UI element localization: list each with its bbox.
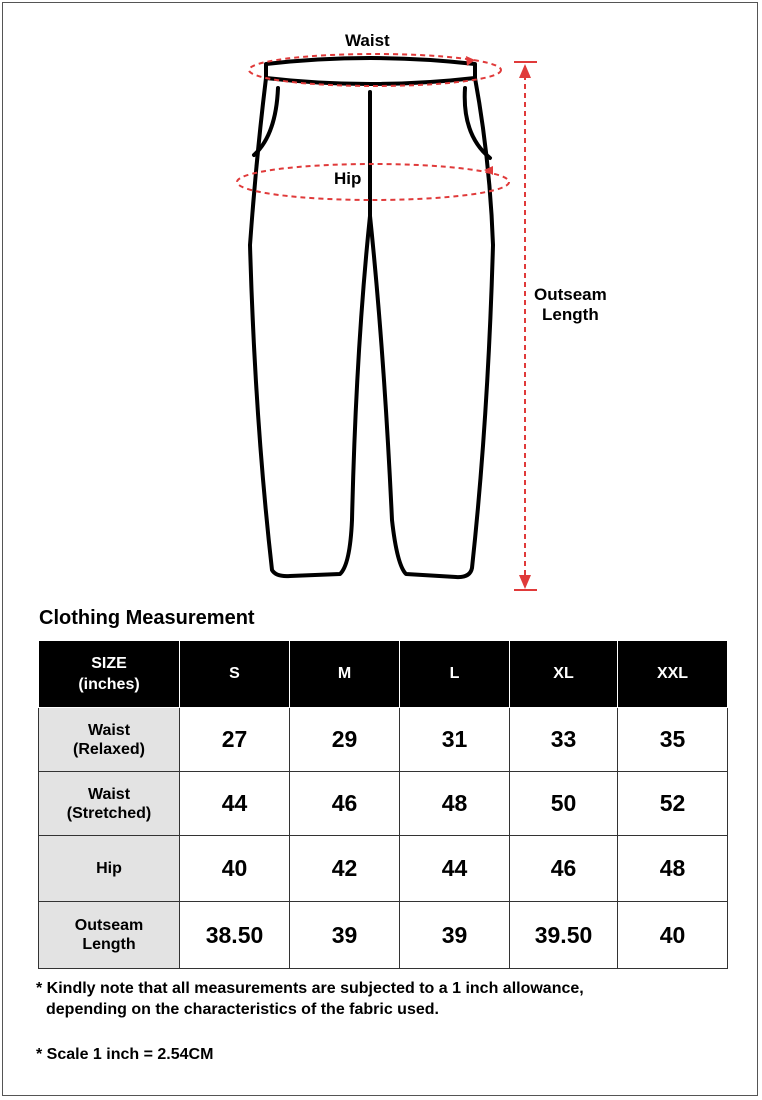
table-row bbox=[39, 772, 728, 836]
table-cell: 27 bbox=[180, 708, 290, 772]
table-row bbox=[39, 836, 728, 902]
table-row bbox=[39, 902, 728, 969]
table-cell: 39.50 bbox=[510, 902, 618, 969]
row-label-line2: (Stretched) bbox=[66, 804, 152, 822]
table-cell: 31 bbox=[400, 708, 510, 772]
table-cell: 52 bbox=[618, 772, 728, 836]
outseam-label bbox=[534, 285, 607, 325]
row-label bbox=[39, 902, 180, 969]
size-header-l: L bbox=[400, 641, 510, 708]
table-cell: 40 bbox=[180, 836, 290, 902]
table-cell: 44 bbox=[180, 772, 290, 836]
corner-line1: SIZE bbox=[91, 655, 127, 672]
table-cell: 46 bbox=[290, 772, 400, 836]
corner-line2: (inches) bbox=[78, 676, 140, 693]
table-cell: 46 bbox=[510, 836, 618, 902]
row-label bbox=[39, 836, 180, 902]
allowance-note-line2: depending on the characteristics of the fabric used. bbox=[46, 1001, 439, 1018]
size-header-m: M bbox=[290, 641, 400, 708]
table-cell: 48 bbox=[400, 772, 510, 836]
row-label bbox=[39, 708, 180, 772]
outseam-top-arrow-icon bbox=[519, 64, 531, 78]
table-cell: 42 bbox=[290, 836, 400, 902]
row-label-line1: Waist bbox=[87, 721, 131, 739]
size-table bbox=[38, 640, 728, 969]
outseam-label-line2: Length bbox=[542, 305, 599, 324]
table-cell: 33 bbox=[510, 708, 618, 772]
size-header-xl: XL bbox=[510, 641, 618, 708]
table-cell: 44 bbox=[400, 836, 510, 902]
row-label-line2: Length bbox=[82, 936, 136, 953]
outseam-bottom-arrow-icon bbox=[519, 575, 531, 589]
allowance-note bbox=[36, 978, 584, 1020]
row-label-line2: (Relaxed) bbox=[72, 740, 146, 758]
waistband bbox=[266, 58, 475, 84]
size-corner-header bbox=[39, 641, 180, 708]
row-label-line1: Hip bbox=[96, 860, 122, 877]
row-label-line1: Outseam bbox=[74, 917, 144, 934]
hip-guide-ellipse bbox=[237, 164, 509, 200]
size-header-s: S bbox=[180, 641, 290, 708]
table-cell: 50 bbox=[510, 772, 618, 836]
table-title: Clothing Measurement bbox=[39, 607, 255, 629]
table-cell: 38.50 bbox=[180, 902, 290, 969]
row-label bbox=[39, 772, 180, 836]
table-row bbox=[39, 708, 728, 772]
waist-label: Waist bbox=[345, 31, 390, 50]
table-cell: 29 bbox=[290, 708, 400, 772]
table-cell: 40 bbox=[618, 902, 728, 969]
row-label-line1: Waist bbox=[87, 785, 131, 803]
hip-label: Hip bbox=[334, 169, 362, 188]
table-cell: 39 bbox=[290, 902, 400, 969]
table-cell: 39 bbox=[400, 902, 510, 969]
table-header-row bbox=[39, 641, 728, 708]
scale-note: * Scale 1 inch = 2.54CM bbox=[36, 1046, 214, 1063]
outseam-label-line1: Outseam bbox=[534, 285, 607, 304]
size-header-xxl: XXL bbox=[618, 641, 728, 708]
table-cell: 48 bbox=[618, 836, 728, 902]
table-cell: 35 bbox=[618, 708, 728, 772]
allowance-note-line1: * Kindly note that all measurements are subjected to a 1 inch allowance, bbox=[36, 980, 584, 997]
